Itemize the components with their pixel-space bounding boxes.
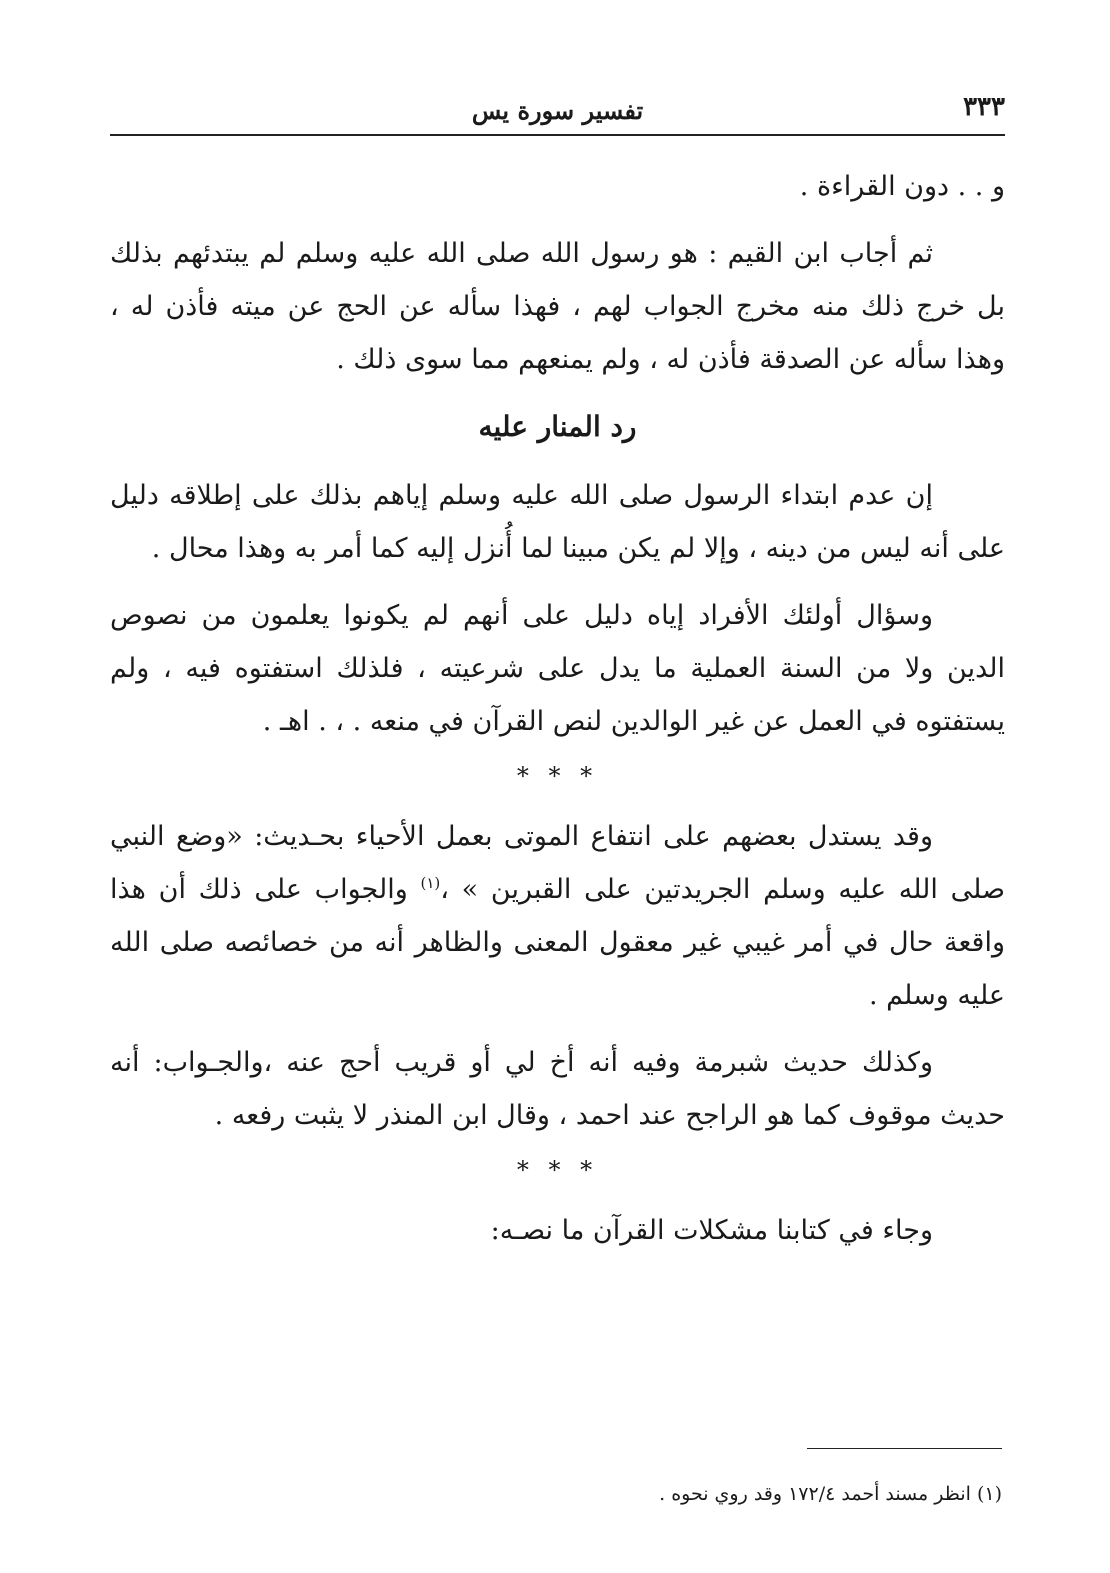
main-text bbox=[110, 160, 1005, 1271]
footnote: (١) انظر مسند أحمد ١٧٢/٤ وقد روي نحوه . bbox=[659, 1483, 1002, 1505]
running-header bbox=[110, 92, 1005, 134]
header-rule bbox=[110, 134, 1005, 136]
section-divider-stars-2: * * * bbox=[516, 1156, 599, 1184]
footnote-rule bbox=[807, 1448, 1002, 1449]
running-title: تفسير سورة يس bbox=[471, 96, 644, 125]
section-divider-stars: * * * bbox=[516, 762, 599, 790]
paragraph-6: وكذلك حديث شبرمة وفيه أنه أخ لي أو قريب أحج عنه ،والجـواب: أنه حديث موقوف كما هو الراجح عند احمد ، وقال ابن المنذر لا يثبت رفعه . bbox=[110, 1047, 1005, 1131]
paragraph-5 bbox=[110, 810, 1005, 1022]
paragraph-3: إن عدم ابتداء الرسول صلى الله عليه وسلم إياهم بذلك على إطلاقه دليل على أنه ليس من دينه ، وإلا لم يكن مبينا لما أُنزل إليه كما أمر به وهذا محال . bbox=[110, 480, 1005, 564]
section-heading: رد المنار عليه bbox=[478, 410, 637, 443]
paragraph-5-text-before: وقد يستدل بعضهم على انتفاع الموتى بعمل الأحياء بحـديث: «وضع النبي صلى الله عليه وسلم الجريدتين على القبرين » ، bbox=[110, 821, 1006, 905]
paragraph-2: ثم أجاب ابن القيم : هو رسول الله صلى الله عليه وسلم لم يبتدئهم بذلك بل خرج ذلك منه مخرج الجواب لهم ، فهذا سأله عن الحج عن ميته فأذن له ، وهذا سأله عن الصدقة فأذن له ، ولم يمنعهم مما سوى ذلك . bbox=[110, 238, 1005, 375]
paragraph-7: وجاء في كتابنا مشكلات القرآن ما نصـه: bbox=[490, 1215, 933, 1246]
paragraph-1: و . . دون القراءة . bbox=[799, 171, 1005, 202]
footnote-reference: (١) bbox=[420, 874, 441, 892]
paragraph-4: وسؤال أولئك الأفراد إياه دليل على أنهم لم يكونوا يعلمون من نصوص الدين ولا من السنة العملية ما يدل على شرعيته ، فلذلك استفتوه فيه ، ولم يستفتوه في العمل عن غير الوالدين لنص القرآن في منعه . ، . اهـ . bbox=[110, 600, 1005, 737]
page-number: ٣٣٣ bbox=[963, 92, 1005, 122]
paragraph-5-text-after: والجواب على ذلك أن هذا واقعة حال في أمر غيبي غير معقول المعنى والظاهر أنه من خصائصه صلى الله عليه وسلم . bbox=[110, 874, 1005, 1011]
